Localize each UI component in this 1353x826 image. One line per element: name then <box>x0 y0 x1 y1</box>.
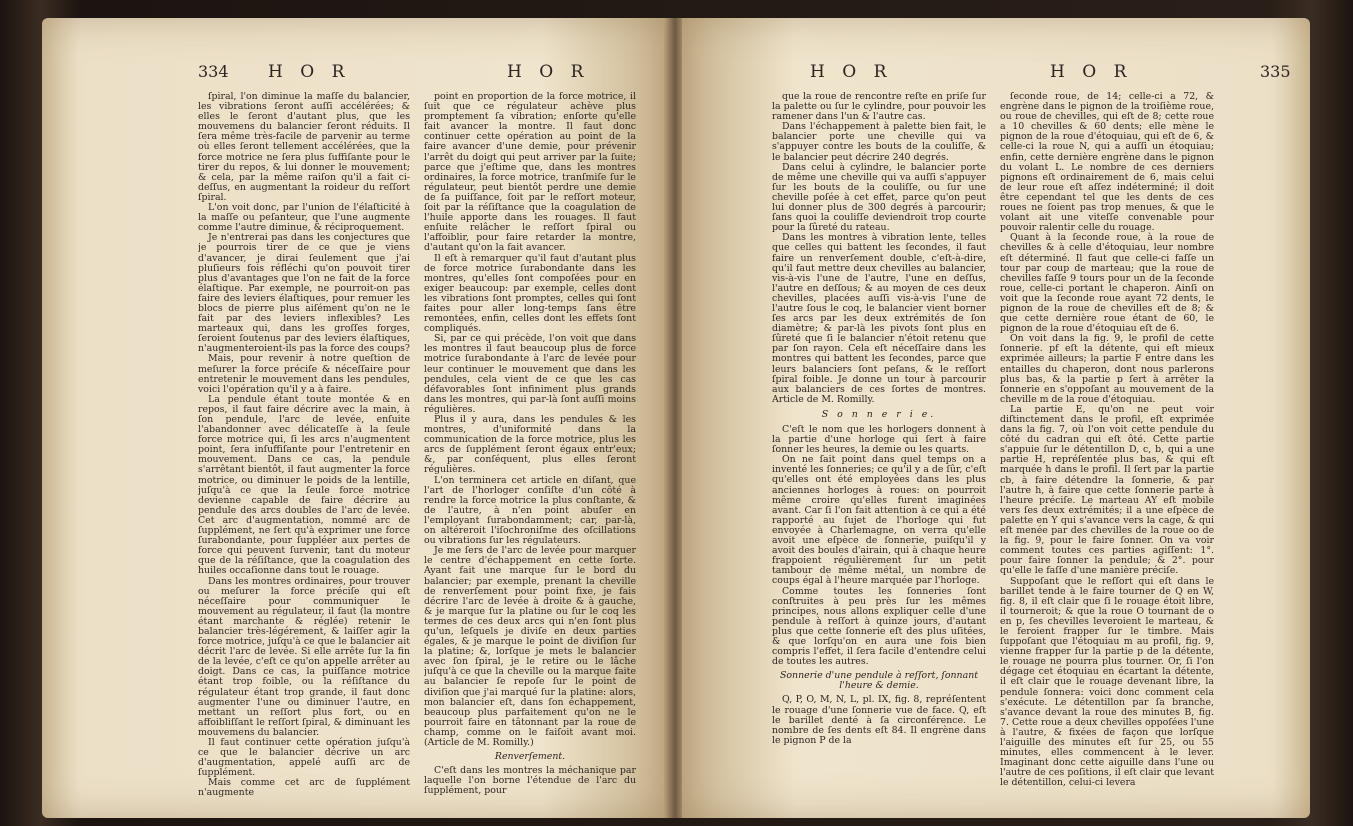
paragraph: Je n'entrerai pas dans les conjectures que je pourrois tirer de ce que je viens d'avancer, je dirai ſeulement que j'ai pluſieurs fois réfléchi qu'on pouvoit tirer plus d'avantages que l'on ne fait de la force élaſtique. Par exemple, ne pourroit-on pas faire des leviers élaſtiques, pour remuer les blocs de pierre plus aiſément qu'on ne le fait par des leviers inflexibles? Les marteaux qui, dans les groſſes forges, ſeroient ſoutenus par des leviers élaſtiques, n'augmenteroient-ils pas la force des coups? <box>198 232 410 355</box>
right-column-1 <box>772 92 986 804</box>
running-head-right-1: H O R <box>810 62 893 82</box>
paragraph: Dans les montres ordinaires, pour trouver ou meſurer la force préciſe qui eſt néceſſaire pour communiquer le mouvement au régulateur, il faut (la montre étant marchante & réglée) retenir le balancier très-légérement, & laiſſer agir la force motrice, juſqu'à ce que le balancier ait décrit l'arc de levée. Si elle arrête ſur la fin de la levée, c'eſt ce qu'on appelle arrêter au doigt. Dans ce cas, la puiſſance motrice étant trop foible, ou la réſiſtance du régulateur étant trop grande, il faut donc augmenter l'une ou diminuer l'autre, en mettant un reſſort plus fort, ou en affoibliſſant le reſſort ſpiral, & diminuant les mouvemens du balancier. <box>198 575 410 738</box>
paragraph: Quant à la ſeconde roue, à la roue de chevilles & à celle d'étoquiau, leur nombre eſt déterminé. Il faut que celle-ci faſſe un tour par coup de marteau; que la roue de chevilles faſſe 9 tours pour un de la ſeconde roue, celle-ci portant le chaperon. Ainſi on voit que la ſeconde roue ayant 72 dents, le pignon de la roue de chevilles eſt de 8; & que cette dernière roue étant de 60, le pignon de la roue d'étoquiau eſt de 6. <box>1000 232 1214 335</box>
paragraph: point en proportion de la force motrice, il ſuit que ce régulateur achève plus promptement ſa vibration; enſorte qu'elle fait avancer la montre. Il faut donc continuer cette opération au point de la faire avancer d'une demie, pour prévenir l'arrêt du doigt qui peut arriver par la ſuite; parce que j'eſtime que, dans les montres ordinaires, la force motrice, tranſmiſe ſur le régulateur, peut bientôt perdre une demie de ſa puiſſance, ſoit par le reſſort moteur, ſoit par la réſiſtance que la coagulation de l'huile apporte dans les rouages. Il faut enſuite relâcher le reſſort ſpiral ou l'affoiblir, pour faire retarder la montre, d'autant qu'on la fait avancer. <box>424 92 636 254</box>
paragraph: La pendule étant toute montée & en repos, il faut faire décrire avec la main, à ſon pendule, l'arc de levée, enſuite l'abandonner avec délicateſſe à la ſeule force motrice qui, ſi les arcs n'augmentent point, ſera inſuffiſante pour l'entretenir en mouvement. Dans ce cas, la pendule s'arrêtant bientôt, il faut augmenter la force motrice, ou diminuer le poids de la lentille, juſqu'à ce que la ſeule force motrice devienne capable de faire décrire au pendule des arcs doubles de l'arc de levée. Cet arc d'augmentation, nommé arc de ſupplément, ne ſert qu'à exprimer une force ſurabondante, pour ſuppléer aux pertes de force qui peuvent ſurvenir, tant du moteur que de la réſiſtance, que la coagulation des huiles occaſionne dans tout le rouage. <box>198 393 410 577</box>
paragraph: On voit dans la fig. 9, le profil de cette ſonnerie. pf eſt la détente, qui eſt mieux exprimée ailleurs; la partie F entre dans les entailles du chaperon, dont nous parlerons plus bas, & la partie p ſert à arrêter la ſonnerie en s'oppoſant au mouvement de la cheville m de la roue d'étoquiau. <box>1000 333 1214 405</box>
right-column-2 <box>1000 92 1214 804</box>
paragraph: C'eſt dans les montres la méchanique par laquelle l'on borne l'étendue de l'arc du ſupplément, pour <box>424 765 636 797</box>
left-column-1 <box>198 92 410 804</box>
paragraph: Q, P, O, M, N, L, pl. IX, fig. 8, repréſentent le rouage d'une ſonnerie vue de face. Q, eſt le barillet denté à ſa circonférence. Le nombre de ſes dents eſt 84. Il engrène dans le pignon P de la <box>772 694 986 746</box>
section-title: S o n n e r i e. <box>821 408 937 420</box>
paragraph: L'on terminera cet article en diſant, que l'art de l'horloger conſiſte d'un côté à rendre la force motrice la plus conſtante, & de l'autre, à n'en point abuſer en l'employant ſurabondamment; car, par-là, on altéreroit l'iſochroniſme des oſcillations ou vibrations ſur les régulateurs. <box>424 474 636 547</box>
paragraph: Plus il y aura, dans les pendules & les montres, d'uniformité dans la communication de la force motrice, plus les arcs de ſupplément ſeront égaux entr'eux; &, par conſéquent, plus elles ſeront régulières. <box>424 414 636 476</box>
paragraph: On ne ſait point dans quel temps on a inventé les ſonneries; ce qu'il y a de ſûr, c'eſt qu'elles ont été employées dans les plus anciennes horloges à roues: on pourroit même croire qu'elles furent imaginées avant. Car ſi l'on fait attention à ce qui a été rapporté au ſujet de l'horloge qui fut envoyée à Charlemagne, on verra qu'elle avoit une eſpèce de ſonnerie, puiſqu'il y avoit des boules d'airain, qui à chaque heure frappoient régulièrement ſur un petit tambour de même métal, un nombre de coups égal à l'heure marquée par l'horloge. <box>772 454 986 587</box>
paragraph: Il faut continuer cette opération juſqu'à ce que le balancier décrive un arc d'augmentation, appelé auſſi arc de ſupplément. <box>198 737 410 779</box>
paragraph: ſpiral, l'on diminue la maſſe du balancier, les vibrations ſeront auſſi accélérées; & elles le ſeront d'autant plus, que les mouvemens du balancier ſeront réduits. Il ſera même très-facile de parvenir au terme où elles ſeront tellement accélérées, que la force motrice ne ſera plus ſuffiſante pour le tirer du repos, & lui donner le mouvement; & cela, par la même raiſon qu'il a fait ci-deſſus, en augmentant la roideur du reſſort ſpiral. <box>198 92 410 203</box>
paragraph: L'on voit donc, par l'union de l'élaſticité à la maſſe ou peſanteur, que l'une augmente comme l'autre diminue, & réciproquement. <box>198 202 410 234</box>
paragraph: C'eſt le nom que les horlogers donnent à la partie d'une horloge qui ſert à faire ſonner les heures, la demie ou les quarts. <box>772 424 986 456</box>
paragraph: que la roue de rencontre reſte en priſe ſur la palette ou ſur le cylindre, pour pouvoir les ramener dans l'un & l'autre cas. <box>772 92 986 123</box>
paragraph: Je me ſers de l'arc de levée pour marquer le centre d'échappement en cette ſorte. Ayant fait une marque ſur le bord du balancier; par exemple, prenant la cheville de renverſement pour point fixe, je fais décrire l'arc de levée à droite & à gauche, & je marque ſur la platine ou ſur le coq les termes de ces deux arcs qui n'en ſont plus qu'un, leſquels je diviſe en deux parties égales, & je marque le point de diviſion ſur la platine; &, lorſque je mets le balancier avec ſon ſpiral, je le retire ou le lâche juſqu'à ce que la cheville ou la marque faite au balancier ſe repoſe ſur le point de diviſion que j'ai marqué ſur la platine: alors, mon balancier eſt, dans ſon échappement, beaucoup plus parfaitement qu'on ne le pourroit faire en tâtonnant par la roue de champ, comme on le faiſoit avant moi. (Article de M. Romilly.) <box>424 545 636 748</box>
paragraph: Dans l'échappement à palette bien fait, le balancier porte une cheville qui va s'appuyer contre les bouts de la couliſſe, & le balancier peut décrire 240 degrés. <box>772 121 986 163</box>
paragraph: Suppoſant que le reſſort qui eſt dans le barillet tende à le faire tourner de Q en W, fig. 8, il eſt clair que ſi le rouage étoit libre, il tourneroit; & que la roue O tournant de o en p, ſes chevilles leveroient le marteau, & le feroient frapper ſur le timbre. Mais ſuppoſant que l'étoquiau m au profil, fig. 9, vienne frapper ſur la partie p de la détente, le rouage ne pourra plus tourner. Or, ſi l'on dégage cet étoquiau en écartant la détente, il eſt clair que le rouage devenant libre, la pendule ſonnera: voici donc comment cela s'exécute. Le détentillon par ſa branche, s'avance devant la roue des minutes B, fig. 7. Cette roue a deux chevilles oppoſées l'une à l'autre, & fixées de façon que lorſque l'aiguille des minutes eſt ſur 25, ou 55 minutes, elles commencent à le lever. Imaginant donc cette aiguille dans l'une ou l'autre de ces poſitions, il eſt clair que levant le détentillon, celui-ci levera <box>1000 575 1214 789</box>
paragraph: Dans les montres à vibration lente, telles que celles qui battent les ſecondes, il faut faire un renverſement double, c'eſt-à-dire, qu'il faut mettre deux chevilles au balancier, vis-à-vis l'une de l'autre, l'une en deſſus, l'autre en deſſous; & au moyen de ces deux chevilles, placées auſſi vis-à-vis l'une de l'autre ſous le coq, le balancier vient borner ſes arcs par les deux extrémités de ſon diamètre; & par-là les pivots ſont plus en ſûreté que ſi le balancier n'étoit retenu que par ſon rayon. Cela eſt néceſſaire dans les montres qui battent les ſecondes, parce que leurs balanciers ſont peſans, & le reſſort ſpiral foible. Je donne un tour à parcourir aux balanciers de ces ſortes de montres. Article de M. Romilly. <box>772 232 986 405</box>
paragraph: Comme toutes les ſonneries ſont conſtruites à peu près ſur les mêmes principes, nous allons expliquer celle d'une pendule à reſſort à quinze jours, d'autant plus que cette ſonnerie eſt des plus uſitées, & que lorſqu'on en aura une fois bien compris l'effet, il ſera facile d'entendre celui de toutes les autres. <box>772 585 986 668</box>
running-head-left-2: H O R <box>507 62 590 82</box>
page-number-right: 335 <box>1260 62 1291 81</box>
section-subheading: Sonnerie d'une pendule à reſſort, ſonnant l'heure & demie. <box>779 670 978 692</box>
left-page <box>42 18 668 818</box>
paragraph: Mais, pour revenir à notre queſtion de meſurer la force préciſe & néceſſaire pour entretenir le mouvement dans les pendules, voici l'opération qu'il y a à faire. <box>198 353 410 395</box>
page-number-left: 334 <box>198 62 229 81</box>
paragraph: Il eſt à remarquer qu'il faut d'autant plus de force motrice ſurabondante dans les montres, qu'elles ſont compoſées pour en exiger beaucoup: par exemple, celles dont les vibrations ſont promptes, celles qui ſont faites pour aller long-temps ſans être remontées, enfin, celles dont les effets ſont compliqués. <box>424 252 636 335</box>
paragraph: Dans celui à cylindre, le balancier porte de même une cheville qui va auſſi s'appuyer ſur les bouts de la couliſſe, ou ſur une cheville poſée à cet effet, parce qu'on peut lui donner plus de 300 degrés à parcourir; ſans quoi la couliſſe deviendroit trop courte pour la ſûreté du rateau. <box>772 161 986 234</box>
section-heading: Renverſement. <box>494 751 566 763</box>
left-column-2 <box>424 92 636 804</box>
right-page <box>682 18 1310 818</box>
paragraph: Si, par ce qui précède, l'on voit que dans les montres il faut beaucoup plus de force motrice ſurabondante à l'arc de levée pour leur continuer le mouvement que dans les pendules, cela vient de ce que les cas défavorables ſont infiniment plus grands dans les montres, qui par-là ſont auſſi moins régulières. <box>424 333 636 415</box>
paragraph: ſeconde roue, de 14; celle-ci a 72, & engrène dans le pignon de la troiſième roue, ou roue de chevilles, qui eſt de 8; cette roue a 10 chevilles & 60 dents; elle mène le pignon de la roue d'étoquiau, qui eſt de 6, & celle-ci la roue N, qui a auſſi un étoquiau; enfin, cette dernière engrène dans le pignon du volant L. Le nombre de ces derniers pignons eſt ordinairement de 6, mais celui de leur roue eſt aſſez indéterminé; il doit être cependant tel que les dents de ces roues ne ſoient pas trop menues, & que le volant ait une viteſſe convenable pour pouvoir ralentir celle du rouage. <box>1000 92 1214 234</box>
running-head-right-2: H O R <box>1050 62 1133 82</box>
paragraph: Mais comme cet arc de ſupplément n'augmente <box>198 777 410 799</box>
paragraph: La partie E, qu'on ne peut voir diſtinctement dans le profil, eſt exprimée dans la fig. 7, où l'on voit cette pendule du côté du cadran qui eſt ôté. Cette partie s'appuie ſur le détentillon D, c, b, qui a une partie H, repréſentée plus bas, & qui eſt marquée h dans le profil. Il ſert par la partie cb, à faire détendre la ſonnerie, & par l'autre h, à faire que cette ſonnerie parte à l'heure préciſe. Le marteau AY eſt mobile vers ſes deux extrémités; il a une eſpèce de palette en Y qui s'avance vers la cage, & qui eſt menée par des chevilles de la roue oo de la fig. 9, pour le faire ſonner. On va voir comment toutes ces parties agiſſent: 1°. pour faire ſonner la pendule; & 2°. pour qu'elle le faſſe d'une manière préciſe. <box>1000 403 1214 577</box>
running-head-left-1: H O R <box>268 62 351 82</box>
